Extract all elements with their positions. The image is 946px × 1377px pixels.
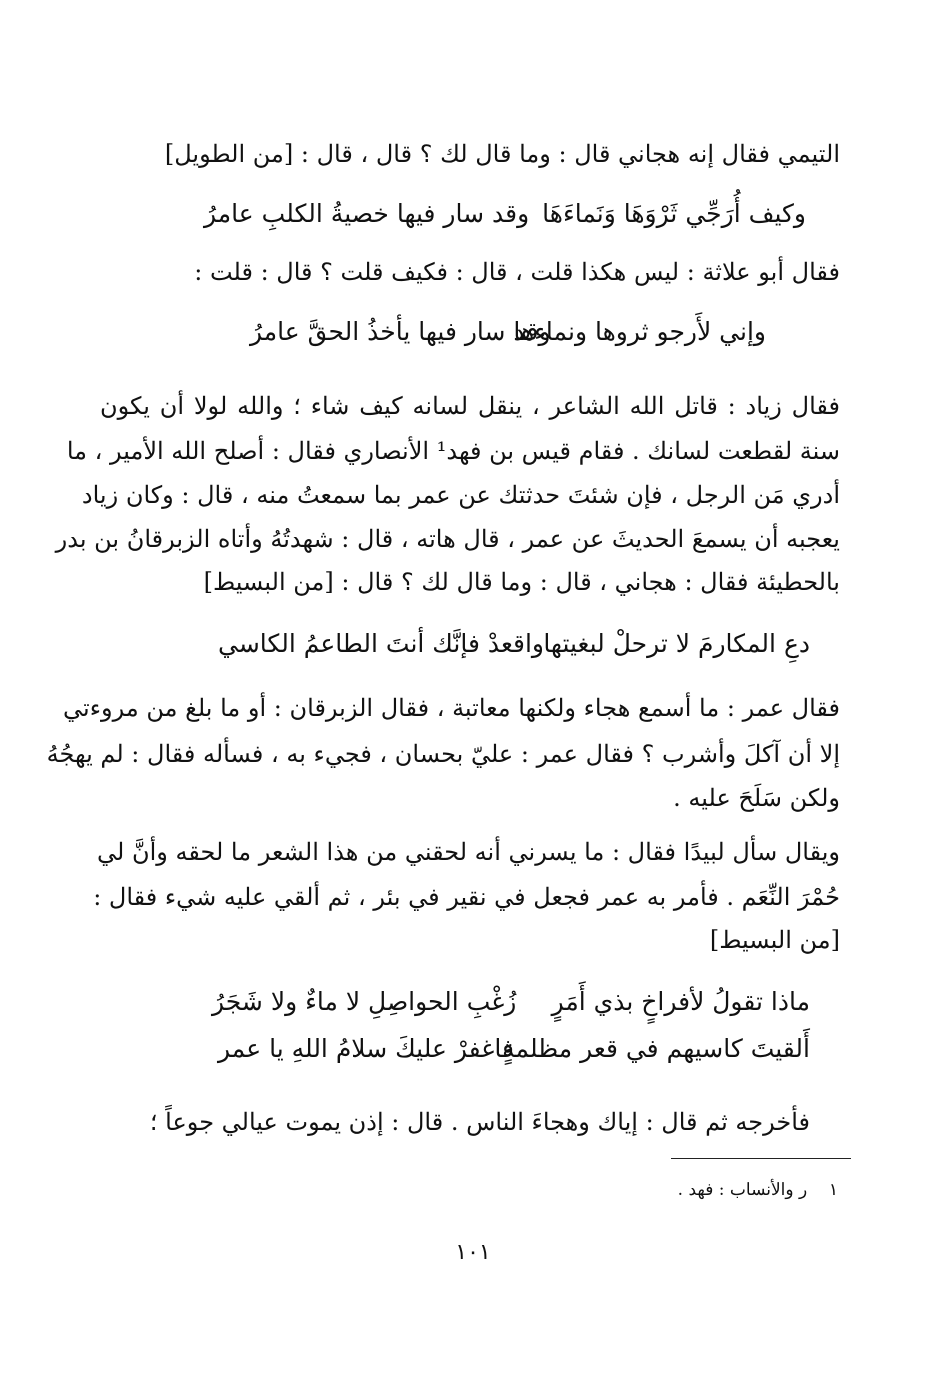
verse-5-first-hemistich: أَلقيتَ كاسيهم في قعر مظلمةٍ	[502, 1034, 810, 1063]
verse-3-first-hemistich: دعِ المكارمَ لا ترحلْ لبغيتها	[543, 629, 810, 658]
paragraph-line: فأخرجه ثم قال : إياك وهجاءَ الناس . قال : إذن يموت عيالي جوعاً ؛	[149, 1108, 810, 1136]
paragraph-line: [من البسيط]	[709, 926, 840, 954]
paragraph-line: فقال زياد : قاتل الله الشاعر ، ينقل لسانه كيف شاء ؛ والله لولا أن يكون	[100, 392, 840, 420]
verse-4-first-hemistich: ماذا تقولُ لأفراخٍ بذي أَمَرٍ	[551, 987, 810, 1016]
paragraph-line: بالحطيئة فقال : هجاني ، قال : وما قال لك ؟ قال : [من البسيط]	[203, 568, 840, 596]
footnote-text: ر والأنساب : فهد .	[677, 1180, 808, 1200]
verse-1-second-hemistich: وقد سار فيها خصيةُ الكلبِ عامرُ	[204, 199, 530, 228]
paragraph-line: أدري مَن الرجل ، فإن شئتَ حدثتك عن عمر بما سمعتُ منه ، قال : وكان زياد	[81, 481, 840, 509]
paragraph-line: سنة لقطعت لسانك . فقام قيس بن فهد¹ الأنصاري فقال : أصلح الله الأمير ، ما	[66, 437, 840, 465]
verse-3-second-hemistich: واقعدْ فإنَّك أنتَ الطاعمُ الكاسي	[218, 629, 545, 658]
text-line-3: فقال أبو علاثة : ليس هكذا قلت ، قال : فكيف قلت ؟ قال : قلت :	[194, 258, 840, 286]
paragraph-line: فقال عمر : ما أسمع هجاء ولكنها معاتبة ، فقال الزبرقان : أو ما بلغ من مروءتي	[63, 694, 840, 722]
paragraph-line: حُمْرَ النِّعَم . فأمر به عمر فجعل في نقير في بئر ، ثم ألقي عليه شيء فقال :	[93, 883, 840, 911]
footnote-divider	[671, 1158, 851, 1159]
paragraph-line: يعجبه أن يسمعَ الحديثَ عن عمر ، قال هاته ، قال : شهدتُهُ وأتاه الزبرقانُ بن بدر	[55, 525, 840, 553]
footnote	[678, 1172, 838, 1208]
text-line-1: التيمي فقال إنه هجاني قال : وما قال لك ؟ قال ، قال : [من الطويل]	[164, 140, 840, 168]
verse-4-second-hemistich: زُغْبِ الحواصِلِ لا ماءٌ ولا شَجَرُ	[212, 987, 517, 1016]
verse-5-second-hemistich: فاغفرْ عليكَ سلامُ اللهِ يا عمر	[218, 1034, 514, 1063]
page-number: ١٠١	[455, 1240, 491, 1265]
paragraph-line: ويقال سأل لبيدًا فقال : ما يسرني أنه لحقني من هذا الشعر ما لحقه وأنَّ لي	[97, 838, 840, 866]
footnote-number: ١	[828, 1180, 838, 1200]
verse-2-first-hemistich: وإني لأَرجو ثروها ونماءها	[513, 317, 766, 346]
paragraph-line: ولكن سَلَحَ عليه .	[673, 784, 840, 812]
verse-2-second-hemistich: وقد سار فيها يأخذُ الحقَّ عامرُ	[250, 317, 551, 346]
verse-1-first-hemistich: وكيف أُرَجِّي ثَرْوَهَا وَنَماءَهَا	[542, 199, 806, 228]
paragraph-line: إلا أن آكلَ وأشرب ؟ فقال عمر : عليّ بحسان ، فجيء به ، فسأله فقال : لم يهجُهُ	[46, 740, 840, 768]
